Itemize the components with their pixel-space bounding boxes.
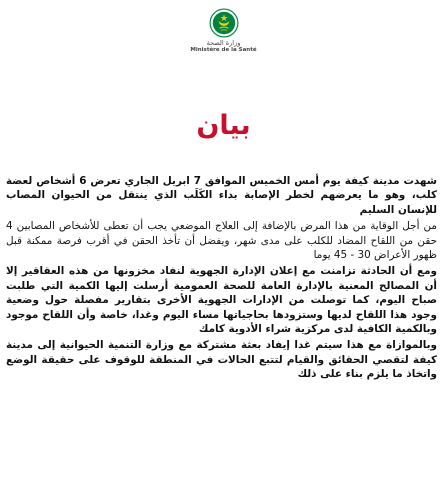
ministry-name-french: Ministère de la Santé [190,47,257,53]
paragraph-incident: شهدت مدينة كيفة يوم أمس الخميس الموافق 7 ابريل الجاري تعرض 6 أشخاص لعضة كلب، وهو ما يعرضهم لخطر الإصابة بداء الكَلَب الذي ينتقل من الحيوان المصاب للإنسان السليم [6,175,437,216]
paragraph-joint-mission: وبالموازاة مع هذا سيتم غدا إيفاد بعثة مشتركة مع وزارة التنمية الحيوانية إلى مدينة كيفة لتقصي الحقائق والقيام لتتبع الحالات في المنطقة للوقوف على حقيقة الوضع واتخاذ ما يلزم بناء على ذلك [6,339,437,381]
letterhead [0,8,447,54]
statement-body [6,174,437,384]
paragraph-prevention: من أجل الوقاية من هذا المرض بالإضافة إلى العلاج الموضعي يجب أن تعطى للأشخاص المصابين 4 حقن من اللقاح المضاد للكلب على مدى شهر، ويفضل أن تأخذ الحقن في أقرب فرصة ممكنة قبل ظهور الأعراض 30 - 45 يوما [6,220,437,262]
ministry-name-arabic: وزارة الصحة [206,39,241,47]
mauritania-emblem-icon [209,8,239,38]
document-title: بيان [196,110,251,141]
paragraph-vaccine-supply: ومع أن الحادثة تزامنت مع إعلان الإدارة الجهوية لنفاد مخزونها من هذه العقاقير إلا أن المصالح المعنية بالإدارة العامة للصحة العمومية أرسلت إليها الكمية التي طلبت صباح اليوم، كما توصلت من الإدارات الجهوية الأخرى بتقارير مفصلة حول وضعية وجود هذا اللقاح لديها وستزودها بحاجياتها مساء اليوم وغدا، خاصة وأن اللقاح موجود وبالكمية الكافية لدى مركزية شراء الأدوية كامك [6,265,437,336]
